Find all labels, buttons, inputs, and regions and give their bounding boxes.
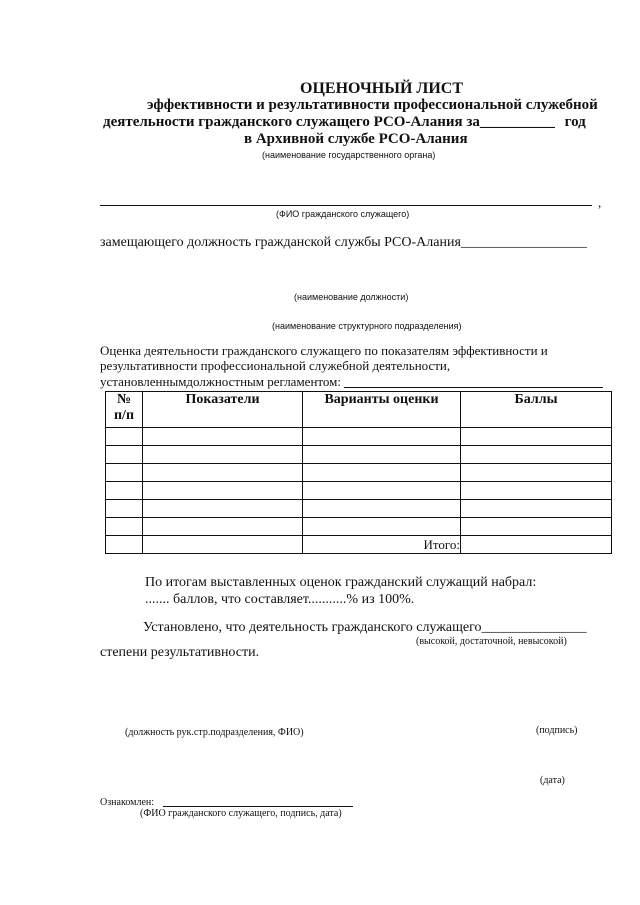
cell-num[interactable] bbox=[106, 446, 143, 464]
cell-points[interactable] bbox=[461, 518, 612, 536]
total-row bbox=[106, 536, 612, 554]
degree-blank: _______________ bbox=[481, 620, 587, 635]
cell-num[interactable] bbox=[106, 482, 143, 500]
document-title: ОЦЕНОЧНЫЙ ЛИСТ bbox=[300, 80, 463, 97]
cell-points[interactable] bbox=[461, 464, 612, 482]
degree-caption: (высокой, достаточной, невысокой) bbox=[416, 636, 567, 647]
table-body bbox=[106, 428, 612, 554]
assessment-line-1: Оценка деятельности гражданского служащего по показателям эффективности и bbox=[100, 343, 548, 358]
fio-comma: , bbox=[598, 195, 602, 210]
cell-num[interactable] bbox=[106, 428, 143, 446]
title-line-1: эффективности и результативности профессиональной служебной bbox=[147, 97, 598, 113]
acquainted-line bbox=[163, 806, 353, 807]
cell-num[interactable] bbox=[106, 464, 143, 482]
total-cell-num bbox=[106, 536, 143, 554]
cell-variant[interactable] bbox=[303, 482, 461, 500]
position-line bbox=[100, 235, 587, 251]
col-number-2: п/п bbox=[113, 408, 135, 423]
total-cell-indicator bbox=[143, 536, 303, 554]
table-row bbox=[106, 482, 612, 500]
org-caption: (наименование государственного органа) bbox=[262, 150, 436, 160]
acquainted-label: Ознакомлен: bbox=[100, 797, 155, 808]
cell-indicator[interactable] bbox=[143, 482, 303, 500]
results-line-4: степени результативности. bbox=[100, 645, 260, 660]
table-row bbox=[106, 464, 612, 482]
regulation-line bbox=[344, 387, 603, 388]
score-table bbox=[105, 391, 612, 554]
fio-caption: (ФИО гражданского служащего) bbox=[276, 209, 410, 219]
cell-indicator[interactable] bbox=[143, 446, 303, 464]
col-indicators: Показатели bbox=[143, 392, 303, 428]
cell-points[interactable] bbox=[461, 428, 612, 446]
position-caption: (наименование должности) bbox=[294, 292, 409, 302]
cell-points[interactable] bbox=[461, 446, 612, 464]
title-line-2 bbox=[103, 114, 586, 131]
table-header-row bbox=[106, 392, 612, 428]
cell-indicator[interactable] bbox=[143, 428, 303, 446]
cell-indicator[interactable] bbox=[143, 500, 303, 518]
cell-indicator[interactable] bbox=[143, 518, 303, 536]
table-row bbox=[106, 500, 612, 518]
col-number-1: № bbox=[116, 392, 132, 407]
cell-indicator[interactable] bbox=[143, 464, 303, 482]
cell-variant[interactable] bbox=[303, 446, 461, 464]
col-number bbox=[106, 392, 143, 428]
results-line-3 bbox=[143, 620, 587, 636]
results-line-2: ....... баллов, что составляет...........% из 100%. bbox=[145, 592, 415, 607]
cell-variant[interactable] bbox=[303, 428, 461, 446]
cell-num[interactable] bbox=[106, 518, 143, 536]
col-variants: Варианты оценки bbox=[303, 392, 461, 428]
acquainted-caption: (ФИО гражданского служащего, подпись, дата) bbox=[140, 808, 342, 819]
cell-num[interactable] bbox=[106, 500, 143, 518]
head-caption: (должность рук.стр.подразделения, ФИО) bbox=[125, 727, 304, 738]
year-label: год bbox=[564, 114, 586, 130]
fio-line bbox=[100, 205, 592, 206]
cell-variant[interactable] bbox=[303, 500, 461, 518]
col-points: Баллы bbox=[461, 392, 612, 428]
cell-variant[interactable] bbox=[303, 464, 461, 482]
table-row bbox=[106, 428, 612, 446]
total-label: Итого: bbox=[303, 536, 461, 554]
assessment-line-2: результативности профессиональной служебной деятельности, bbox=[100, 358, 451, 373]
title-line-3: в Архивной службе РСО-Алания bbox=[244, 131, 468, 147]
position-text: замещающего должность гражданской службы РСО-Алания bbox=[100, 235, 461, 250]
cell-points[interactable] bbox=[461, 500, 612, 518]
table-row bbox=[106, 518, 612, 536]
table-row bbox=[106, 446, 612, 464]
results-line-3-text: Установлено, что деятельность гражданского служащего bbox=[143, 620, 482, 635]
assessment-line-3: установленнымдолжностным регламентом: bbox=[100, 374, 342, 389]
sign-caption: (подпись) bbox=[536, 725, 578, 736]
results-line-1: По итогам выставленных оценок гражданский служащий набрал: bbox=[145, 575, 537, 590]
cell-points[interactable] bbox=[461, 482, 612, 500]
date-caption: (дата) bbox=[540, 775, 565, 786]
cell-variant[interactable] bbox=[303, 518, 461, 536]
subdivision-caption: (наименование структурного подразделения) bbox=[272, 321, 462, 331]
position-blank: __________________ bbox=[460, 235, 587, 250]
total-value-cell[interactable] bbox=[461, 536, 612, 554]
title-line-2-text: деятельности гражданского служащего РСО-Алания за bbox=[103, 114, 480, 130]
year-blank: __________ bbox=[479, 114, 555, 130]
